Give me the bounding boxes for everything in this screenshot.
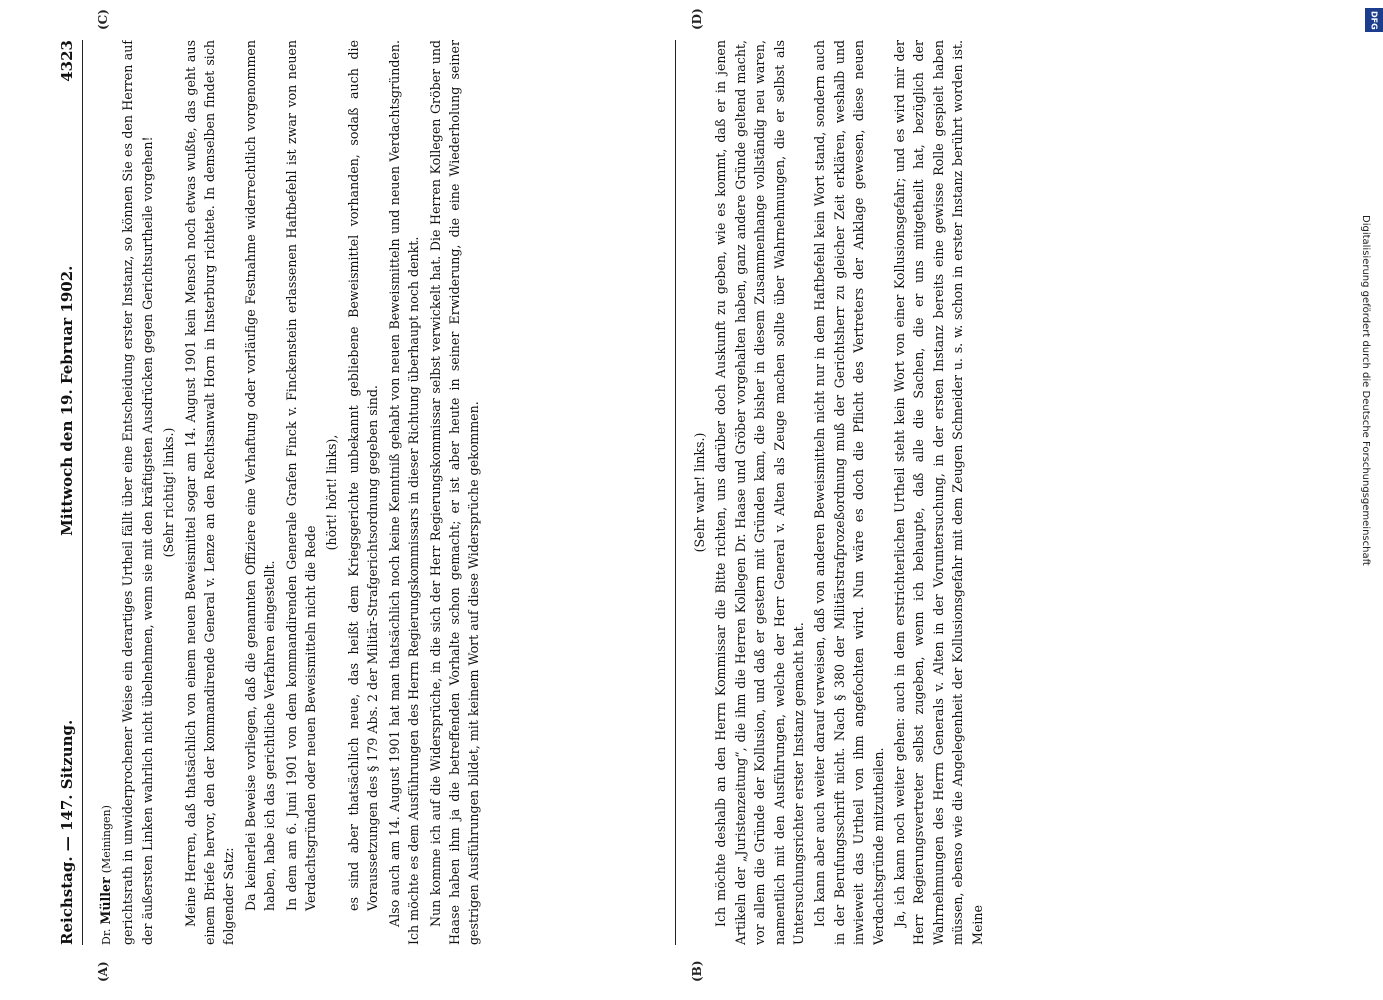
paragraph: Nun komme ich auf die Widersprüche, in die sich der Herr Regierungskommissar selbst verwickelt hat. Die Herren Kollegen Gröber und Haase haben ihm ja die betreffenden Vorhalte schon gemacht; er ist aber heute in seiner Erwiderung, die eine Wiederholung seiner gestrigen Ausführungen bildet, mit keinem Wort auf diese Widersprüche gekommen. (427, 40, 482, 945)
header-left: Reichstag. — 147. Sitzung. (58, 719, 76, 945)
margin-mark-b: (B) (690, 960, 704, 982)
interjection: (Sehr richtig! links.) (161, 427, 177, 558)
dfg-logo: DFG (1365, 8, 1383, 32)
quotation: es sind aber thatsächlich neue, das heißt dem Kriegsgerichte unbekannt gebliebene Beweismittel vorhanden, sodaß auch die Voraussetzungen des § 179 Abs. 2 der Militär-Strafgerichtsordnung gegeben sind. (345, 40, 381, 911)
header-date: Mittwoch den 19. Februar 1902. (58, 265, 76, 536)
speaker-name: Müller (98, 877, 113, 925)
interjection: (Sehr wahr! links.) (692, 432, 707, 553)
paragraph: Also auch am 14. August 1901 hat man thatsächlich noch keine Kenntniß gehabt von neuen Beweismitteln und neuen Verdachtsgründen. Ich möchte es dem Ausführungen des Herrn Regierungskommissars in dieser Richtung überhaupt noch denkt. (386, 40, 422, 945)
margin-mark-c: (C) (96, 9, 110, 30)
speaker-suffix: (Meiningen) (100, 805, 113, 874)
paragraph: Ich kann aber auch weiter darauf verweisen, daß von anderen Beweismitteln nicht nur in dem Haftbefehl kein Wort stand, sondern auch in der Berufungsschrift nicht. Nach § 380 der Militärstrafprozeßordnung muß der Gerichtsherr zu gleicher Zeit erklären, weshalb und inwieweit das Urtheil von ihm angefochten wird. Nun wäre es doch die Pflicht des Vertreters der Anklage gewesen, diese neuen Verdachtsgründe mitzutheilen. (812, 40, 886, 945)
margin-mark-d: (D) (690, 8, 704, 30)
speaker-prefix: Dr. (100, 928, 113, 945)
quotation: Da keinerlei Beweise vorliegen, daß die genannten Offiziere eine Verhaftung oder vorläufige Festnahme widerrechtlich vorgenommen haben, habe ich das gerichtliche Verfahren eingestellt. (242, 40, 278, 911)
quotation: In dem am 6. Juni 1901 von dem kommandirenden Generale Grafen Finck v. Finckenstein erlassenen Haftbefehl ist zwar von neuen Verdachtsgründen oder neuen Beweismitteln nicht die Rede (283, 40, 319, 911)
digitization-note: Digitalisierung gefördert durch die Deutsche Forschungsgemeinschaft (1360, 214, 1371, 566)
paragraph: Meine Herren, daß thatsächlich von einem neuen Beweismittel sogar am 14. August 1901 kein Mensch noch etwas wußte, das geht aus einem Briefe hervor, den der kommandirende General v. Lenze an den Rechtsanwalt Horn in Insterburg richtete. In demselben findet sich folgender Satz: (182, 40, 237, 945)
margin-mark-a: (A) (96, 961, 110, 982)
interjection: (hört! hört! links), (324, 434, 340, 551)
paragraph: gerichtsrath in unwiderprochener Weise ein derartiges Urtheil fällt über eine Entscheidung erster Instanz, so können Sie es den Herren auf der äußersten Linken wahrlich nicht übelnehmen, wenn sie mit den kräftigsten Ausdrücken gegen Gerichtsurtheile vorgehen! (120, 40, 155, 945)
page-number: 4323 (58, 40, 76, 82)
paragraph: Ja, ich kann noch weiter gehen: auch in dem erstrichterlichen Urtheil steht kein Wort von einer Kollusionsgefahr; und es wird mir der Herr Regierungsvertreter selbst zugeben, wenn ich behaupte, daß alle die Sachen, die er uns mitgetheilt hat, bezüglich der Wahrnehmungen des Herrn Generals v. Alten in der Voruntersuchung, in der ersten Instanz bereits eine gewisse Rolle gespielt haben müssen, ebenso wie die Angelegenheit der Kollusionsgefahr mit dem Zeugen Schneider u. s. w. schon in erster Instanz berührt worden ist. Meine (892, 40, 985, 945)
paragraph: Ich möchte deshalb an den Herrn Kommissar die Bitte richten, uns darüber doch Auskunft zu geben, wie es kommt, daß er in jenen Artikeln der „Juristenzeitung“, die ihm die Herren Kollegen Dr. Haase und Gröber vorgehalten haben, ganz andere Gründe geltend macht, vor allem die Gründe der Kollusion, und daß er gestern mit Gründen kam, die bisher in diesem Zusammenhange vollständig neu waren, namentlich mit den Ausführungen, welche der Herr General v. Alten als Zeuge machen sollte über Wahrnehmungen, die er selbst als Untersuchungsrichter erster Instanz gemacht hat. (713, 40, 807, 945)
